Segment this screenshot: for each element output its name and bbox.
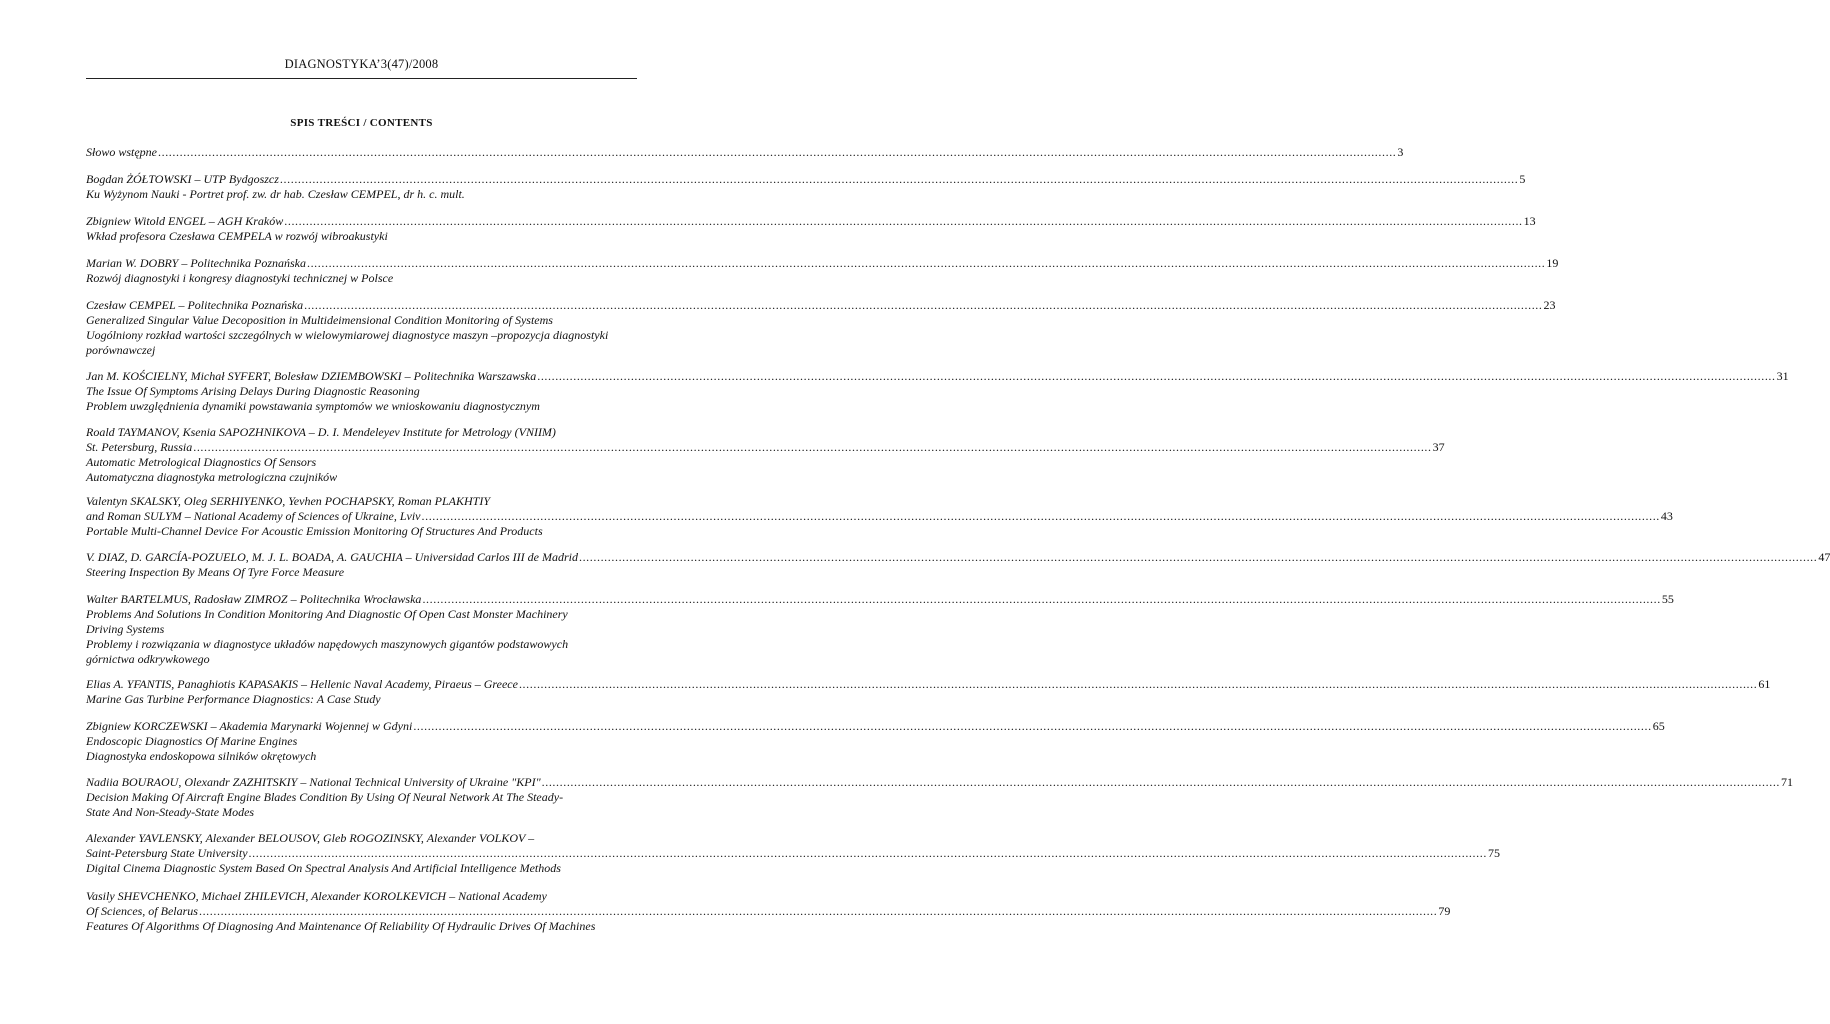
- toc-entry-page-number: 55: [1661, 592, 1674, 606]
- toc-entry[interactable]: [86, 775, 1794, 820]
- toc-entry-authors: Zbigniew KORCZEWSKI – Akademia Marynarki Wojennej w Gdyni: [86, 719, 413, 733]
- dot-leader: [284, 214, 1522, 229]
- toc-entry-authors: Alexander YAVLENSKY, Alexander BELOUSOV, Gleb ROGOZINSKY, Alexander VOLKOV –: [86, 831, 535, 845]
- toc-entry[interactable]: [86, 298, 1556, 358]
- toc-entry-title: Portable Multi-Channel Device For Acoustic Emission Monitoring Of Structures And Products: [86, 524, 543, 538]
- toc-entry-title: Ku Wyżynom Nauki - Portret prof. zw. dr hab. Czesław CEMPEL, dr h. c. mult.: [86, 187, 465, 201]
- toc-entry-author-line: [86, 172, 1526, 187]
- dot-leader: [579, 550, 1817, 565]
- toc-entry-author-line: [86, 298, 1556, 313]
- dot-leader: [542, 775, 1780, 790]
- toc-entry-title: Automatyczna diagnostyka metrologiczna czujników: [86, 470, 338, 484]
- toc-entry-title: Digital Cinema Diagnostic System Based On Spectral Analysis And Artificial Intelligence Methods: [86, 861, 561, 875]
- toc-entry-author-line: [86, 592, 1674, 607]
- toc-entry-title: The Issue Of Symptoms Arising Delays During Diagnostic Reasoning: [86, 384, 420, 398]
- dot-leader: [199, 904, 1437, 919]
- toc-entry-page-number: 3: [1397, 145, 1404, 159]
- toc-entry-title: Generalized Singular Value Decoposition in Multideimensional Condition Monitoring of Systems: [86, 313, 553, 327]
- toc-entry-author-line: [86, 775, 1794, 790]
- toc-entry-author-line: [86, 846, 1500, 861]
- dot-leader: [519, 677, 1757, 692]
- dot-leader: [158, 145, 1396, 160]
- toc-entry-authors: Jan M. KOŚCIELNY, Michał SYFERT, Bolesław DZIEMBOWSKI – Politechnika Warszawska: [86, 369, 537, 383]
- toc-entry-title: Diagnostyka endoskopowa silników okrętowych: [86, 749, 317, 763]
- toc-entry-authors: Nadiia BOURAOU, Olexandr ZAZHITSKIY – National Technical University of Ukraine "KPI": [86, 775, 541, 789]
- toc-entry-title: Driving Systems: [86, 622, 165, 636]
- toc-entry-authors: Czesław CEMPEL – Politechnika Poznańska: [86, 298, 304, 312]
- toc-entry[interactable]: [86, 145, 1404, 160]
- toc-entry-authors: Bogdan ŻÓŁTOWSKI – UTP Bydgoszcz: [86, 172, 279, 186]
- toc-entry-page-number: 43: [1660, 509, 1673, 523]
- toc-entry-authors: Roald TAYMANOV, Ksenia SAPOZHNIKOVA – D. I. Mendeleyev Institute for Metrology (VNIIM): [86, 425, 556, 439]
- dot-leader: [249, 846, 1487, 861]
- dot-leader: [307, 256, 1545, 271]
- toc-entry-title: Automatic Metrological Diagnostics Of Sensors: [86, 455, 317, 469]
- toc-entry-author-line: [86, 677, 1771, 692]
- toc-entry[interactable]: [86, 677, 1771, 707]
- toc-entry-page-number: 13: [1523, 214, 1536, 228]
- toc-entry-author-line: [86, 719, 1665, 734]
- toc-entry-title: Decision Making Of Aircraft Engine Blades Condition By Using Of Neural Network At The Steady-: [86, 790, 564, 804]
- toc-entry-title: Uogólniony rozkład wartości szczególnych w wielowymiarowej diagnostyce maszyn –propozycja diagnostyki: [86, 328, 609, 342]
- running-header: DIAGNOSTYKA’3(47)/2008: [284, 57, 439, 71]
- toc-entry-author-line: [86, 369, 1789, 384]
- dot-leader: [422, 509, 1660, 524]
- toc-entry[interactable]: [86, 425, 1445, 485]
- toc-entry-page-number: 23: [1543, 298, 1556, 312]
- toc-entry[interactable]: [86, 831, 1500, 876]
- toc-entry-author-line: [86, 214, 1536, 229]
- toc-entry-authors: Vasily SHEVCHENKO, Michael ZHILEVICH, Alexander KOROLKEVICH – National Academy: [86, 889, 547, 903]
- toc-title: SPIS TREŚCI / CONTENTS: [290, 117, 433, 129]
- toc-entry-author-line: [86, 904, 1451, 919]
- toc-entry-authors: and Roman SULYM – National Academy of Sciences of Ukraine, Lviv: [86, 509, 421, 523]
- toc-entry-page-number: 47: [1818, 550, 1830, 564]
- toc-entry-title: State And Non-Steady-State Modes: [86, 805, 255, 819]
- toc-entry[interactable]: [86, 172, 1526, 202]
- toc-entry-title: Features Of Algorithms Of Diagnosing And Maintenance Of Reliability Of Hydraulic Drives Of Machines: [86, 919, 596, 933]
- toc-entry-page-number: 79: [1438, 904, 1451, 918]
- toc-entry-title: Wkład profesora Czesława CEMPELA w rozwój wibroakustyki: [86, 229, 388, 243]
- toc-entry-page-number: 37: [1432, 440, 1445, 454]
- dot-leader: [280, 172, 1518, 187]
- toc-entry-author-line: [86, 256, 1559, 271]
- toc-entry-title: Rozwój diagnostyki i kongresy diagnostyki technicznej w Polsce: [86, 271, 394, 285]
- toc-entry-title: Marine Gas Turbine Performance Diagnostics: A Case Study: [86, 692, 381, 706]
- toc-entry-author-line: [86, 440, 1445, 455]
- toc-entry[interactable]: [86, 592, 1674, 667]
- toc-entry[interactable]: [86, 369, 1789, 414]
- dot-leader: [304, 298, 1542, 313]
- toc-entry-authors: Valentyn SKALSKY, Oleg SERHIYENKO, Yevhen POCHAPSKY, Roman PLAKHTIY: [86, 494, 491, 508]
- toc-entry-author-line: [86, 509, 1673, 524]
- toc-entry-page-number: 71: [1781, 775, 1794, 789]
- toc-entry-page-number: 65: [1652, 719, 1665, 733]
- toc-entry-author-line: [86, 550, 1830, 565]
- toc-entry-title: Problem uwzględnienia dynamiki powstawania symptomów we wnioskowaniu diagnostycznym: [86, 399, 540, 413]
- toc-entry-page-number: 5: [1519, 172, 1526, 186]
- toc-entry[interactable]: [86, 494, 1673, 539]
- toc-entry-authors: V. DIAZ, D. GARCÍA-POZUELO, M. J. L. BOADA, A. GAUCHIA – Universidad Carlos III de Madrid: [86, 550, 578, 564]
- toc-entry-author-line: [86, 145, 1404, 160]
- toc-entry-authors: Marian W. DOBRY – Politechnika Poznańska: [86, 256, 306, 270]
- toc-entry-title: górnictwa odkrywkowego: [86, 652, 210, 666]
- toc-entry[interactable]: [86, 550, 1830, 580]
- toc-entry-authors: Of Sciences, of Belarus: [86, 904, 198, 918]
- toc-entry-title: Endoscopic Diagnostics Of Marine Engines: [86, 734, 298, 748]
- dot-leader: [537, 369, 1775, 384]
- toc-entry-title: porównawczej: [86, 343, 156, 357]
- dot-leader: [422, 592, 1660, 607]
- toc-entry-authors: St. Petersburg, Russia: [86, 440, 193, 454]
- toc-entry-authors: Elias A. YFANTIS, Panaghiotis KAPASAKIS – Hellenic Naval Academy, Piraeus – Greece: [86, 677, 518, 691]
- toc-entry[interactable]: [86, 719, 1665, 764]
- toc-entry-page-number: 75: [1487, 846, 1500, 860]
- toc-entry-authors: Saint-Petersburg State University: [86, 846, 248, 860]
- header-rule: [86, 78, 637, 79]
- toc-entry-title: Problems And Solutions In Condition Monitoring And Diagnostic Of Open Cast Monster Machinery: [86, 607, 568, 621]
- toc-entry-title: Problemy i rozwiązania w diagnostyce układów napędowych maszynowych gigantów podstawowych: [86, 637, 569, 651]
- dot-leader: [193, 440, 1431, 455]
- dot-leader: [413, 719, 1651, 734]
- toc-entry-authors: Walter BARTELMUS, Radosław ZIMROZ – Politechnika Wrocławska: [86, 592, 422, 606]
- toc-entry[interactable]: [86, 214, 1536, 244]
- toc-entry-authors: Słowo wstępne: [86, 145, 157, 159]
- toc-entry[interactable]: [86, 889, 1451, 934]
- toc-entry-page-number: 31: [1776, 369, 1789, 383]
- toc-entry-authors: Zbigniew Witold ENGEL – AGH Kraków: [86, 214, 284, 228]
- toc-entry-page-number: 19: [1546, 256, 1559, 270]
- toc-entry-title: Steering Inspection By Means Of Tyre Force Measure: [86, 565, 345, 579]
- toc-entry[interactable]: [86, 256, 1559, 286]
- toc-entry-page-number: 61: [1758, 677, 1771, 691]
